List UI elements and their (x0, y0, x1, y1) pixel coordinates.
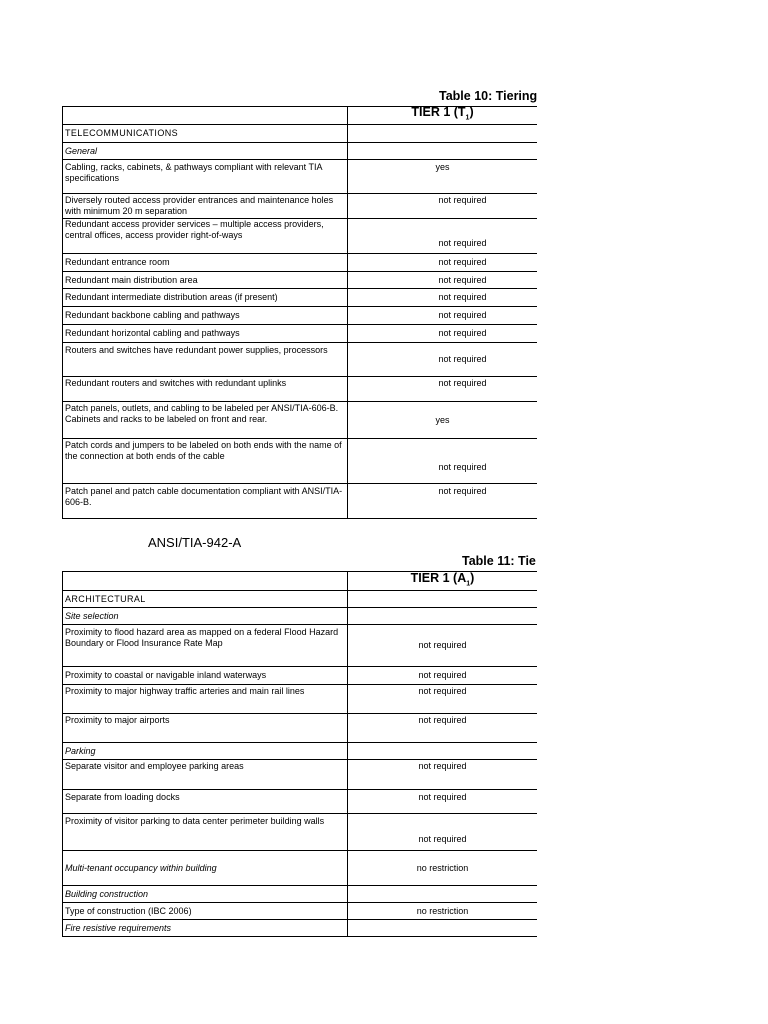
table10-header-empty (63, 107, 348, 125)
table-row-label: Redundant intermediate distribution areas (if present) (63, 289, 348, 307)
table11-header-empty (63, 572, 348, 591)
table-row-label: Redundant access provider services – multiple access providers, central offices, access provider right-of-ways (63, 219, 348, 254)
table-row-value: yes (348, 160, 538, 194)
standard-label: ANSI/TIA-942-A (148, 535, 242, 550)
table-row-label: Redundant main distribution area (63, 272, 348, 289)
table-row-label: Cabling, racks, cabinets, & pathways compliant with relevant TIA specifications (63, 160, 348, 194)
table-row-label: Proximity to flood hazard area as mapped on a federal Flood Hazard Boundary or Flood Insurance Rate Map (63, 625, 348, 667)
table-row-value: no restriction (348, 903, 538, 920)
table-row-value (348, 886, 538, 903)
table-row-label: Diversely routed access provider entrances and maintenance holes with minimum 20 m separation (63, 194, 348, 219)
table-row-label: Redundant backbone cabling and pathways (63, 307, 348, 325)
table-row-value: not required (348, 254, 538, 272)
table11-tier-header: TIER 1 $(A_1)$ (348, 572, 538, 591)
table-row-label: Proximity to coastal or navigable inland waterways (63, 667, 348, 685)
table-row-label: Proximity to major highway traffic arteries and main rail lines (63, 685, 348, 714)
table-row-value: not required (348, 625, 538, 667)
table-row-value (348, 591, 538, 608)
table10 (62, 106, 537, 519)
table-row-label: Site selection (63, 608, 348, 625)
table-row-label: Proximity of visitor parking to data center perimeter building walls (63, 814, 348, 851)
table-row-value: not required (348, 219, 538, 254)
table-row-value: not required (348, 484, 538, 519)
table-row-value: not required (348, 685, 538, 714)
table-row-label: Multi-tenant occupancy within building (63, 851, 348, 886)
table-row-label: Redundant routers and switches with redundant uplinks (63, 377, 348, 402)
table-row-value: not required (348, 343, 538, 377)
table-row-value: not required (348, 439, 538, 484)
table-row-label: General (63, 143, 348, 160)
table-row-label: Fire resistive requirements (63, 920, 348, 937)
table-row-value (348, 143, 538, 160)
table-row-value: not required (348, 814, 538, 851)
table-row-label: Parking (63, 743, 348, 760)
table-row-value: not required (348, 714, 538, 743)
table-row-value: not required (348, 667, 538, 685)
table-row-value: no restriction (348, 851, 538, 886)
table-row-label: Type of construction (IBC 2006) (63, 903, 348, 920)
table-row-value: not required (348, 377, 538, 402)
table-row-label: Redundant horizontal cabling and pathways (63, 325, 348, 343)
table-row-value: not required (348, 272, 538, 289)
table-row-value (348, 743, 538, 760)
table-row-label: Patch cords and jumpers to be labeled on both ends with the name of the connection at both ends of the cable (63, 439, 348, 484)
table-row-label: Routers and switches have redundant power supplies, processors (63, 343, 348, 377)
table-row-label: Redundant entrance room (63, 254, 348, 272)
table-row-label: Patch panel and patch cable documentation compliant with ANSI/TIA-606-B. (63, 484, 348, 519)
table-row-value (348, 125, 538, 143)
table-row-value (348, 608, 538, 625)
table10-caption: Table 10: Tiering (439, 89, 537, 103)
table-row-label: Building construction (63, 886, 348, 903)
table-row-label: Separate from loading docks (63, 790, 348, 814)
table-row-value: not required (348, 289, 538, 307)
table11 (62, 571, 537, 937)
table-row-label: Patch panels, outlets, and cabling to be labeled per ANSI/TIA-606-B. Cabinets and racks to be labeled on front and rear. (63, 402, 348, 439)
table-row-label: ARCHITECTURAL (63, 591, 348, 608)
table-row-value: not required (348, 325, 538, 343)
table-row-label: Separate visitor and employee parking areas (63, 760, 348, 790)
table-row-value: yes (348, 402, 538, 439)
table-row-value (348, 920, 538, 937)
table10-tier-header: TIER 1 $(T_1)$ (348, 107, 538, 125)
table-row-label: Proximity to major airports (63, 714, 348, 743)
table-row-value: not required (348, 790, 538, 814)
table11-caption: Table 11: Tie (462, 554, 536, 568)
table-row-value: not required (348, 194, 538, 219)
table-row-value: not required (348, 307, 538, 325)
table-row-label: TELECOMMUNICATIONS (63, 125, 348, 143)
table-row-value: not required (348, 760, 538, 790)
